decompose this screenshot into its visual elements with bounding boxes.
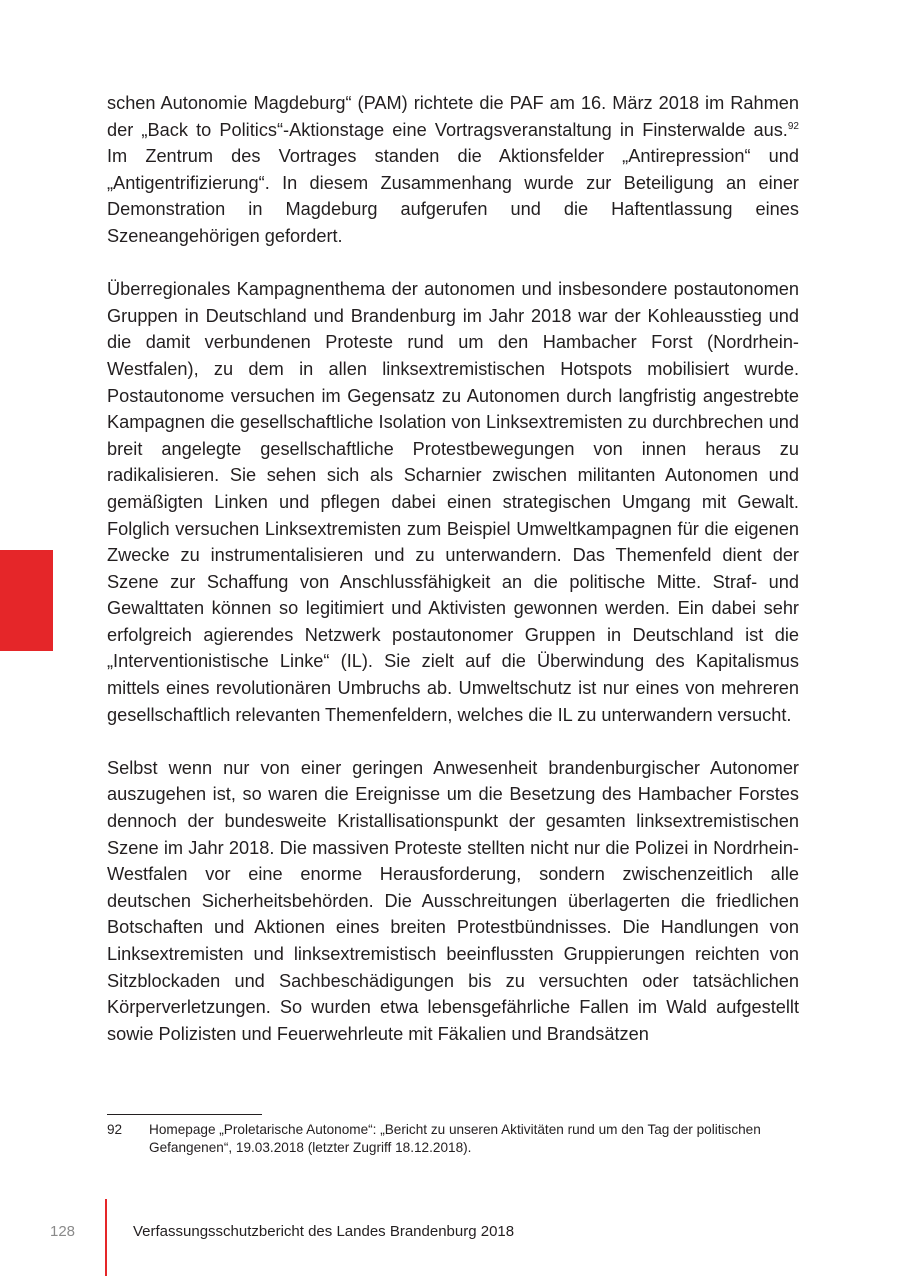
paragraph-3: Selbst wenn nur von einer geringen Anwesenheit brandenburgischer Autonomer auszugehen ist, so waren die Ereignisse um die Besetzung des Hambacher Forstes dennoch der bundesweite Kristallisationspunkt der gesamten linksextremistischen Szene im Jahr 2018. Die massiven Proteste stellten nicht nur die Polizei in Nordrhein-Westfalen vor eine enorme Herausforderung, sondern zwischenzeitlich alle deutschen Sicherheitsbehörden. Die Ausschreitungen überlagerten die friedlichen Botschaften und Aktionen eines breiten Protestbündnisses. Die Handlungen von Linksextremisten und linksextremistisch beeinflussten Gruppierungen reichten von Sitzblockaden und Sachbeschädigungen bis zu versuchten oder tatsächlichen Körperverletzungen. So wurden etwa lebensgefährliche Fallen im Wald aufgestellt sowie Polizisten und Feuerwehrleute mit Fäkalien und Brandsätzen	[107, 757, 799, 1044]
paragraph-1-text-after: Im Zentrum des Vortrages standen die Aktionsfelder „Antirepression“ und „Antigentrifizierung“. In diesem Zusammenhang wurde zur Beteiligung an einer Demonstration in Magdeburg aufgerufen und die Haftentlassung eines Szeneangehörigen gefordert.	[107, 146, 799, 246]
footer-divider	[105, 1199, 107, 1276]
paragraph-1	[107, 90, 799, 250]
page-number: 128	[50, 1223, 76, 1240]
paragraph-2: Überregionales Kampagnenthema der autonomen und insbesondere postautonomen Gruppen in Deutschland und Brandenburg im Jahr 2018 war der Kohleausstieg und die damit verbundenen Proteste rund um den Hambacher Forst (Nordrhein-Westfalen), zu dem in allen linksextremistischen Hotspots mobilisiert wurde. Postautonome versuchen im Gegensatz zu Autonomen durch langfristig angestrebte Kampagnen die gesellschaftliche Isolation von Linksextremisten zu durchbrechen und breit angelegte gesellschaftliche Protestbewegungen von innen heraus zu radikalisieren. Sie sehen sich als Scharnier zwischen militanten Autonomen und gemäßigten Linken und pflegen dabei einen strategischen Umgang mit Gewalt. Folglich versuchen Linksextremisten zum Beispiel Umweltkampagnen für die eigenen Zwecke zu instrumentalisieren und zu unterwandern. Das Themenfeld dient der Szene zur Schaffung von Anschlussfähigkeit an die politische Mitte. Straf- und Gewalttaten können so legitimiert und Aktivisten gewonnen werden. Ein dabei sehr erfolgreich agierendes Netzwerk postautonomer Gruppen in Deutschland ist die „Interventionistische Linke“ (IL). Sie zielt auf die Überwindung des Kapitalismus mittels eines revolutionären Umbruchs ab. Umweltschutz ist nur eines von mehreren gesellschaftlich relevanten Themenfeldern, welches die IL zu unterwandern versucht.	[107, 279, 799, 725]
paragraph-1-text-before: schen Autonomie Magdeburg“ (PAM) richtete die PAF am 16. März 2018 im Rahmen der „Back to Politics“-Aktionstage eine Vortragsveranstaltung in Finsterwalde aus.	[107, 93, 799, 140]
footnote-reference[interactable]: 92	[787, 120, 799, 132]
footer-title: Verfassungsschutzbericht des Landes Brandenburg 2018	[133, 1223, 515, 1240]
chapter-side-tab	[0, 550, 53, 651]
footnote-separator	[107, 1114, 262, 1115]
footnote	[107, 1121, 797, 1156]
footnote-number: 92	[107, 1122, 123, 1137]
footnote-text: Homepage „Proletarische Autonome“: „Bericht zu unseren Aktivitäten rund um den Tag der politischen Gefangenen“, 19.03.2018 (letzter Zugriff 18.12.2018).	[149, 1122, 761, 1155]
body-text	[107, 90, 799, 1074]
